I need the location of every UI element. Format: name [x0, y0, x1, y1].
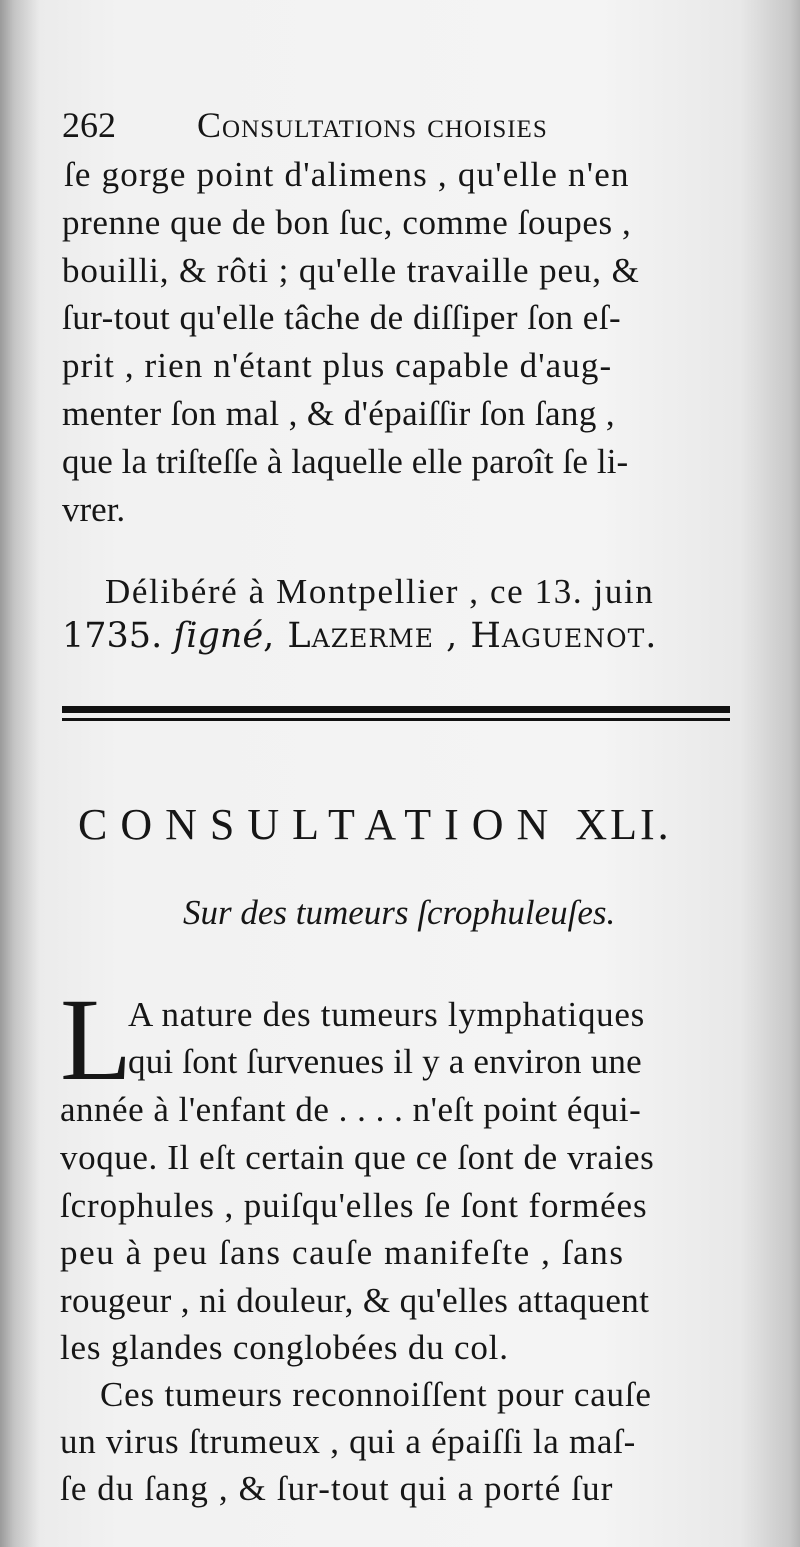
text-line: prit , rien n'étant plus capable d'aug-	[62, 346, 613, 385]
text-line: qui ſont ſurvenues il y a environ une	[128, 1042, 642, 1081]
consultation-title	[78, 800, 728, 850]
page-number: 262	[62, 105, 116, 145]
signature-year: 1735.	[62, 616, 163, 656]
consultation-title-word: CONSULTATION	[78, 800, 562, 849]
text-line: rougeur , ni douleur, & qu'elles attaquent	[60, 1281, 650, 1320]
signature-names: , Lazerme , Haguenot.	[263, 616, 658, 656]
text-line: ſur-tout qu'elle tâche de diſſiper ſon eſ-	[62, 298, 622, 337]
text-line: Ces tumeurs reconnoiſſent pour cauſe	[100, 1375, 652, 1414]
signature-line	[62, 616, 738, 656]
consultation-number: XLI.	[575, 800, 672, 849]
text-line: ſe gorge point d'alimens , qu'elle n'en	[64, 155, 630, 194]
text-line: un virus ſtrumeux , qui a épaiſſi la maſ-	[60, 1422, 636, 1461]
section-rule-thin	[62, 718, 730, 721]
text-line: prenne que de bon ſuc, comme ſoupes ,	[62, 203, 632, 242]
drop-cap: L	[60, 974, 133, 1105]
signature-signe: ſigné	[173, 616, 264, 656]
page-header	[62, 105, 738, 145]
text-line: année à l'enfant de . . . . n'eſt point équi-	[60, 1090, 642, 1129]
text-line: vrer.	[62, 490, 126, 529]
text-line: bouilli, & rôti ; qu'elle travaille peu, &	[62, 251, 640, 290]
deliberation-line: Délibéré à Montpellier , ce 13. juin	[105, 572, 655, 611]
text-line: peu à peu ſans cauſe manifeſte , ſans	[60, 1233, 625, 1272]
text-line: les glandes conglobées du col.	[60, 1328, 509, 1367]
text-line: A nature des tumeurs lymphatiques	[128, 995, 645, 1034]
consultation-subtitle: Sur des tumeurs ſcrophuleuſes.	[183, 893, 616, 932]
section-rule-thick	[62, 706, 730, 713]
text-line: ſe du ſang , & ſur-tout qui a porté ſur	[60, 1469, 614, 1508]
text-line: voque. Il eſt certain que ce ſont de vraies	[60, 1138, 655, 1177]
text-line: menter ſon mal , & d'épaiſſir ſon ſang ,	[62, 394, 616, 433]
text-line: ſcrophules , puiſqu'elles ſe ſont formées	[60, 1186, 648, 1225]
text-line: que la triſteſſe à laquelle elle paroît ſe li-	[62, 442, 629, 481]
running-head: Consultations choisies	[197, 105, 548, 145]
